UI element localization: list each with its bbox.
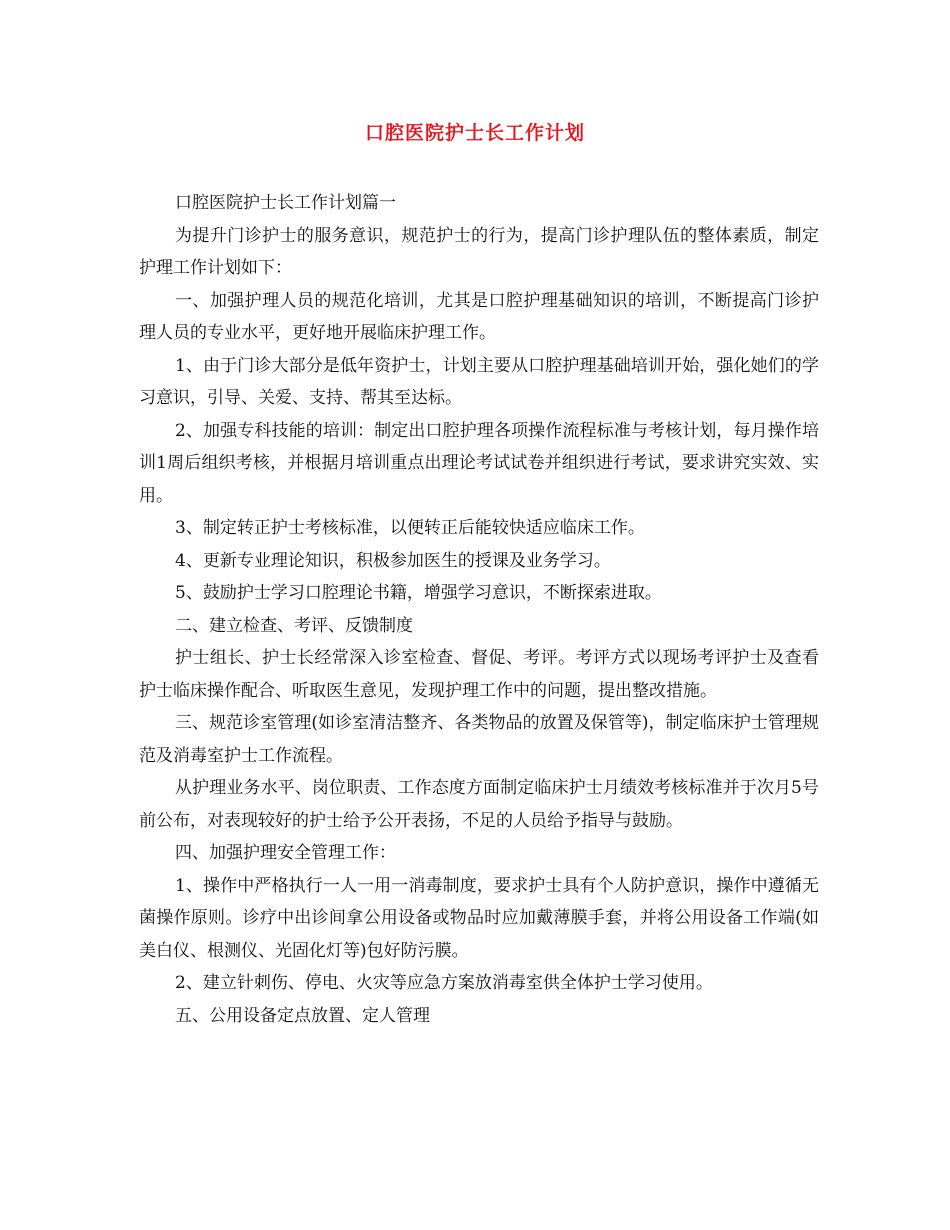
section-heading-training: 一、加强护理人员的规范化培训，尤其是口腔护理基础知识的培训，不断提高门诊护理人员的专业水平，更好地开展临床护理工作。	[139, 290, 819, 343]
document-title: 口腔医院护士长工作计划	[364, 122, 585, 144]
safety-item-2: 2、建立针刺伤、停电、火灾等应急方案放消毒室供全体护士学习使用。	[175, 973, 713, 993]
inspection-paragraph: 护士组长、护士长经常深入诊室检查、督促、考评。考评方式以现场考评护士及查看护士临床操作配合、听取医生意见，发现护理工作中的问题，提出整改措施。	[139, 648, 819, 701]
training-item-2: 2、加强专科技能的培训：制定出口腔护理各项操作流程标准与考核计划，每月操作培训1周后组织考核，并根据月培训重点出理论考试试卷并组织进行考试，要求讲究实效、实用。	[139, 420, 819, 506]
training-item-1: 1、由于门诊大部分是低年资护士，计划主要从口腔护理基础培训开始，强化她们的学习意识，引导、关爱、支持、帮其至达标。	[139, 355, 819, 408]
intro-paragraph: 为提升门诊护士的服务意识，规范护士的行为，提高门诊护理队伍的整体素质，制定护理工作计划如下：	[139, 225, 819, 278]
document-body	[139, 187, 819, 1032]
training-item-3: 3、制定转正护士考核标准，以便转正后能较快适应临床工作。	[175, 518, 645, 538]
safety-item-1: 1、操作中严格执行一人一用一消毒制度，要求护士具有个人防护意识，操作中遵循无菌操作原则。诊疗中出诊间拿公用设备或物品时应加戴薄膜手套，并将公用设备工作端(如美白仪、根测仪、光固化灯等)包好防污膜。	[139, 875, 819, 961]
section-heading-clinic-management: 三、规范诊室管理(如诊室清洁整齐、各类物品的放置及保管等)，制定临床护士管理规范及消毒室护士工作流程。	[139, 713, 819, 766]
performance-paragraph: 从护理业务水平、岗位职责、工作态度方面制定临床护士月绩效考核标准并于次月5号前公布，对表现较好的护士给予公开表扬，不足的人员给予指导与鼓励。	[139, 778, 819, 831]
section-heading-inspection: 二、建立检查、考评、反馈制度	[175, 615, 413, 636]
section-heading-plan-part-one: 口腔医院护士长工作计划篇一	[175, 193, 396, 213]
training-item-5: 5、鼓励护士学习口腔理论书籍，增强学习意识，不断探索进取。	[175, 583, 662, 603]
training-item-4: 4、更新专业理论知识，积极参加医生的授课及业务学习。	[175, 550, 611, 571]
section-heading-safety: 四、加强护理安全管理工作：	[175, 843, 396, 863]
section-heading-equipment: 五、公用设备定点放置、定人管理	[175, 1005, 430, 1026]
